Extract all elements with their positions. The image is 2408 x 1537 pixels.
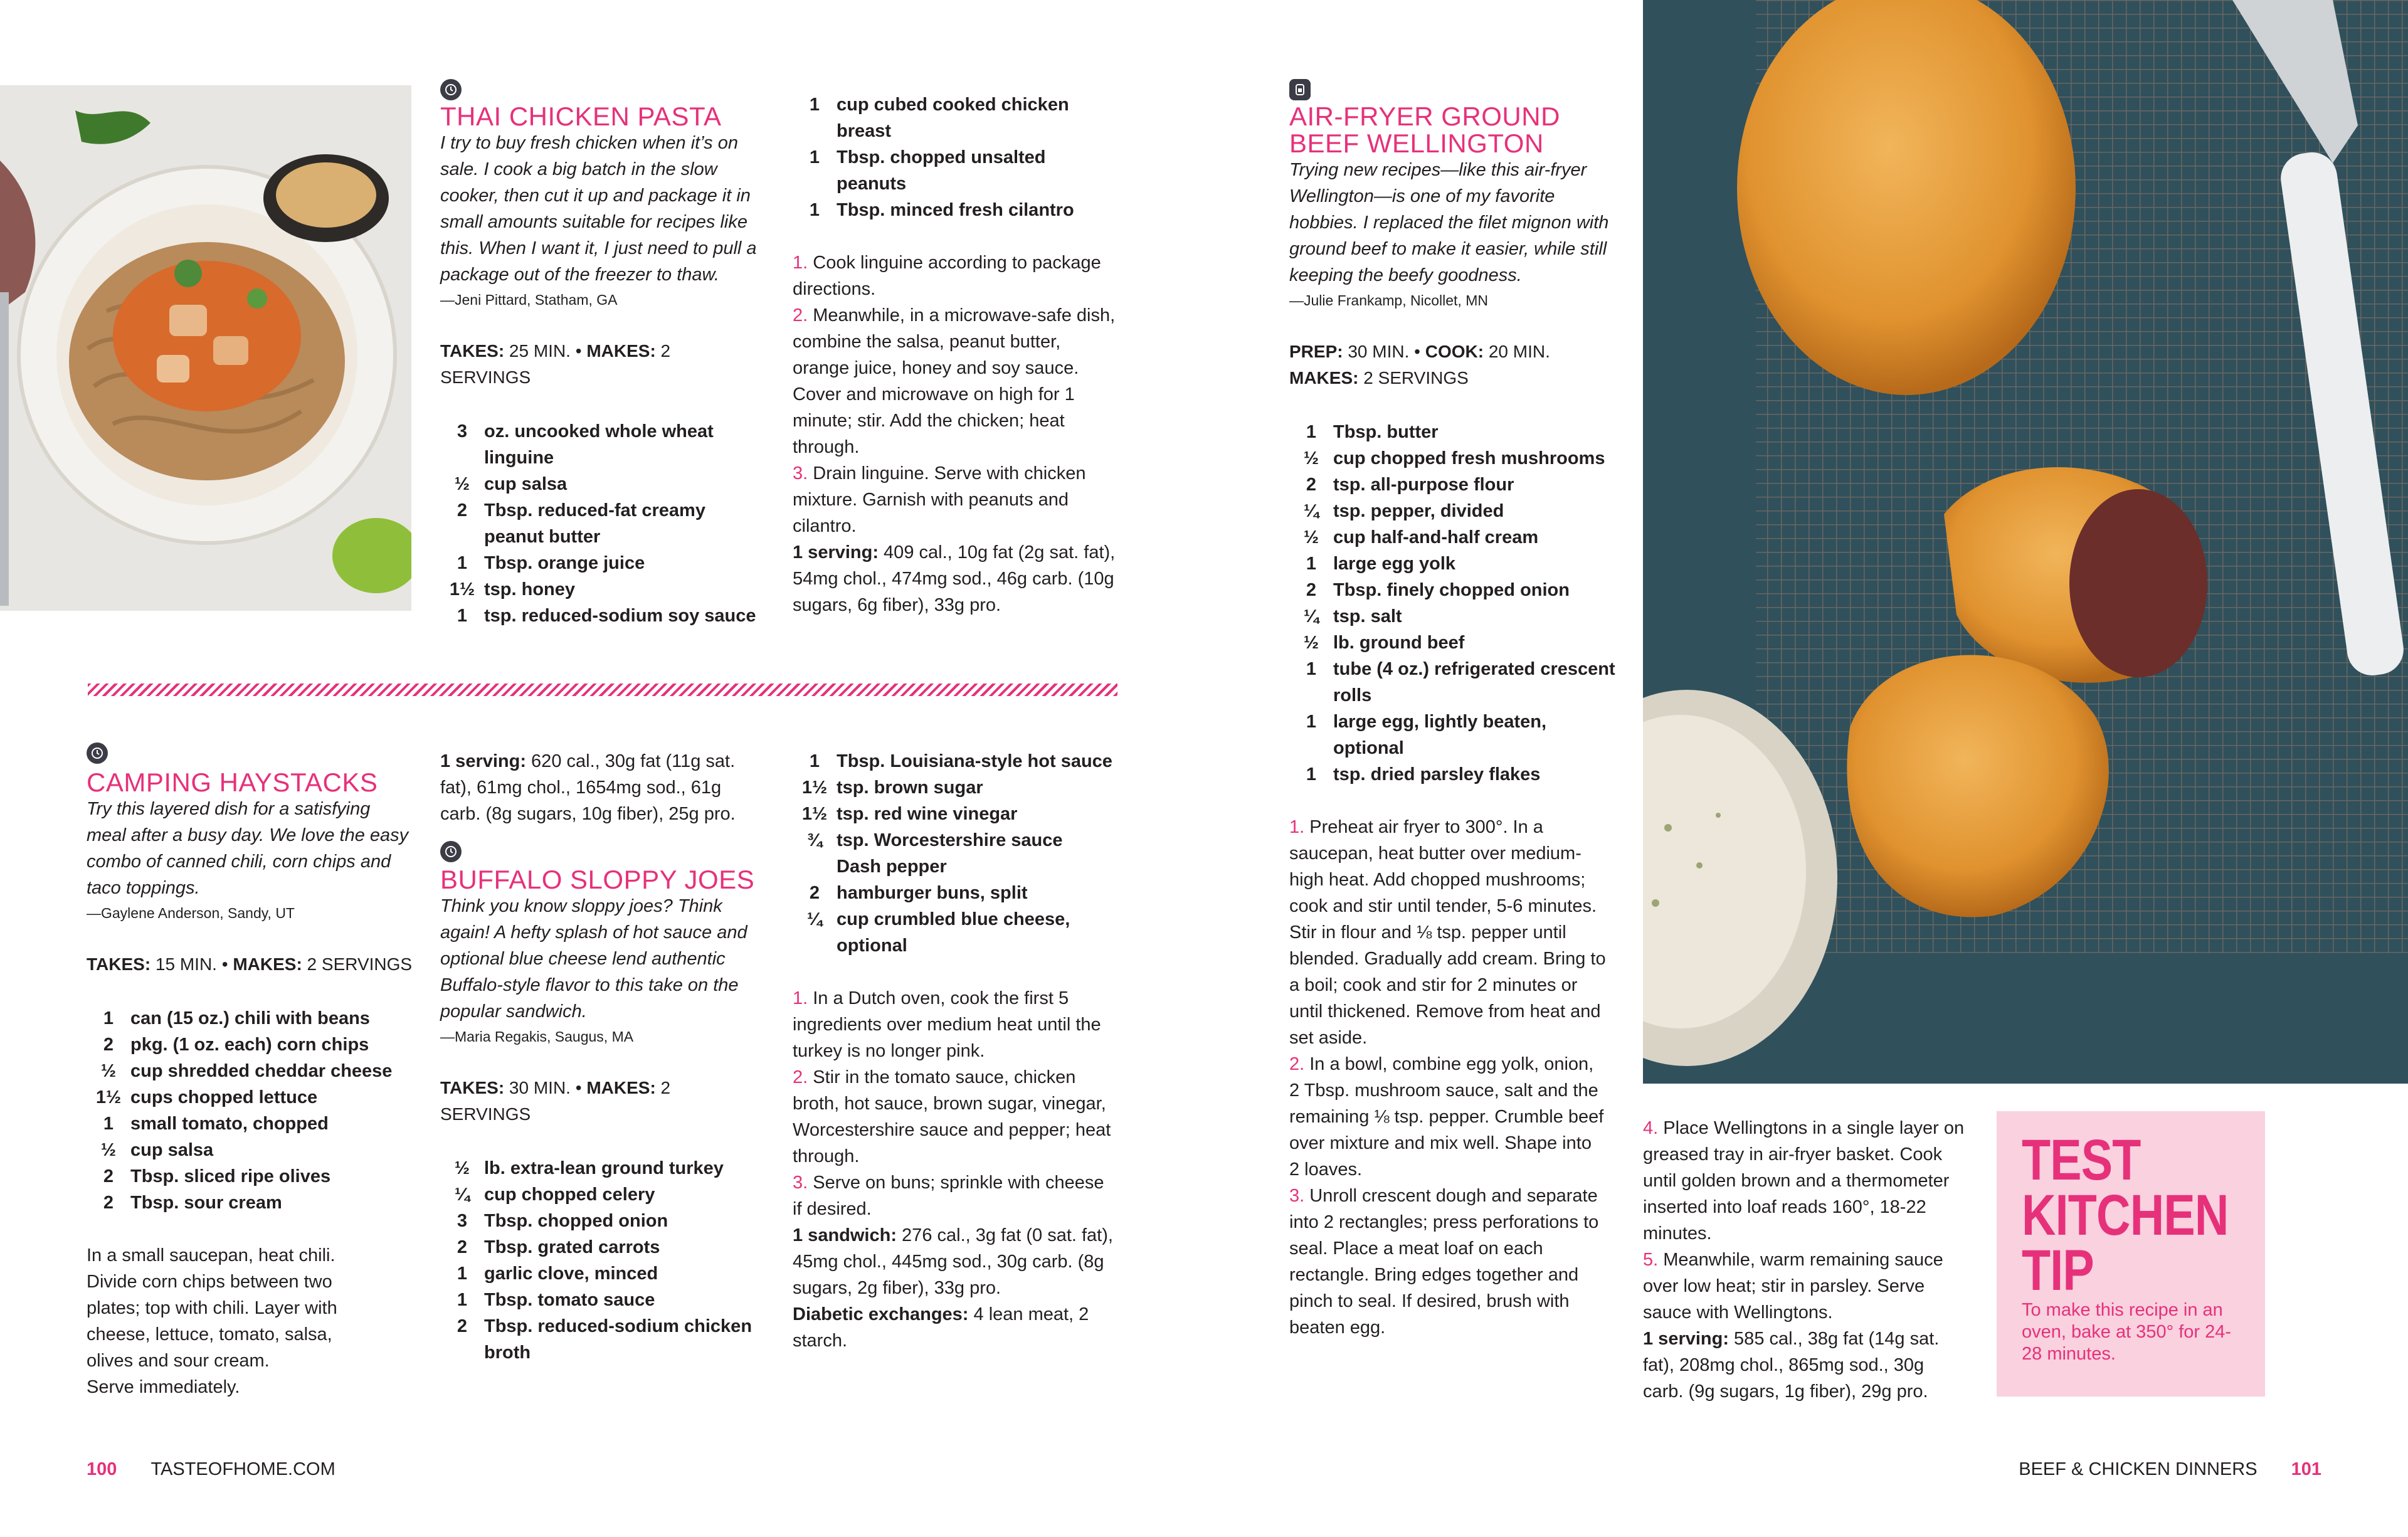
ingredient-item: 1½ cups chopped lettuce — [95, 1087, 318, 1107]
directions — [1643, 1115, 1969, 1405]
ingredient-item: ½ cup salsa — [454, 474, 568, 494]
ingredient-item: 1½ tsp. brown sugar — [801, 778, 983, 798]
recipe-meta: TAKES: 15 MIN. • MAKES: 2 SERVINGS — [87, 954, 413, 974]
tip-text: To make this recipe in an oven, bake at 350° for 24-28 minutes. — [2022, 1300, 2232, 1364]
ingredient-item: ½ lb. extra-lean ground turkey — [454, 1158, 724, 1178]
recipe-intro: Trying new recipes—like this air-fryer Wellington—is one of my favorite hobbies. I replaced the filet mignon with ground beef to make it easier, while still keeping the beefy goodness. — [1289, 160, 1609, 285]
ingredient-item: 1 large egg, lightly beaten, optional — [1306, 712, 1547, 758]
ingredient-item: 1 tsp. dried parsley flakes — [1306, 764, 1541, 784]
ingredient-item: 1 tsp. reduced-sodium soy sauce — [457, 606, 756, 626]
ingredient-item: 2 Tbsp. finely chopped onion — [1306, 580, 1570, 600]
ingredient-list — [793, 92, 1116, 223]
test-kitchen-tip — [1997, 1111, 2265, 1397]
ingredient-item: 2 pkg. (1 oz. each) corn chips — [103, 1035, 369, 1055]
ingredient-item: 2 Tbsp. reduced-sodium chicken broth — [457, 1316, 752, 1363]
direction-step: 3. Drain linguine. Serve with chicken mixture. Garnish with peanuts and cilantro. — [793, 463, 1086, 536]
direction-text: In a small saucepan, heat chili. Divide corn chips between two plates; top with chili. Layer with cheese, lettuce, tomato, salsa, olives and sour cream. — [87, 1245, 337, 1371]
ingredient-item: Dash pepper — [837, 857, 947, 877]
ingredient-item: 1½ tsp. honey — [449, 579, 576, 599]
ingredient-item: 1 can (15 oz.) chili with beans — [103, 1008, 370, 1028]
ingredient-item: 1 small tomato, chopped — [103, 1114, 329, 1134]
ingredient-item: 2 hamburger buns, split — [809, 883, 1028, 903]
ingredient-item: ¼ cup crumbled blue cheese, optional — [806, 909, 1070, 956]
direction-step: 5. Meanwhile, warm remaining sauce over low heat; stir in parsley. Serve sauce with Wellingtons. — [1643, 1250, 1943, 1323]
page-number: 101 — [2291, 1459, 2321, 1479]
direction-step: 1. Cook linguine according to package directions. — [793, 253, 1101, 299]
thai-pasta-illustration — [0, 85, 411, 611]
directions — [793, 985, 1116, 1354]
ingredient-item: ½ cup half-and-half cream — [1303, 527, 1539, 547]
direction-step: 4. Place Wellingtons in a single layer on greased tray in air-fryer basket. Cook until golden brown and a thermometer inserted into loaf reads 160°, 18-22 minutes. — [1643, 1118, 1965, 1244]
wellington-recipe-column-2 — [1643, 1115, 1969, 1405]
recipe-byline: —Julie Frankamp, Nicollet, MN — [1289, 292, 1488, 309]
directions — [793, 250, 1116, 618]
thai-recipe-column-1 — [440, 79, 763, 629]
buffalo-recipe-column-2 — [793, 748, 1116, 1354]
thai-chicken-pasta-photo — [0, 85, 411, 611]
recipe-byline: —Jeni Pittard, Statham, GA — [440, 292, 618, 308]
recipe-title: AIR-FRYER GROUND BEEF WELLINGTON — [1289, 102, 1560, 158]
site-name: TASTEOFHOME.COM — [150, 1459, 335, 1479]
clock-icon — [440, 79, 462, 100]
ingredient-item: 1 cup cubed cooked chicken breast — [809, 95, 1069, 141]
tip-heading: TEST KITCHEN TIP — [2022, 1128, 2229, 1302]
ingredient-item: 2 tsp. all-purpose flour — [1306, 475, 1514, 495]
ingredient-item: ½ lb. ground beef — [1303, 633, 1465, 653]
ingredient-item: ¼ cup chopped celery — [454, 1185, 655, 1205]
ingredient-list — [1289, 419, 1615, 788]
direction-step: 3. Unroll crescent dough and separate into 2 rectangles; press perforations to seal. Place a meat loaf on each rectangle. Bring edges together and pinch to seal. If desired, brush with beaten egg. — [1289, 1186, 1599, 1338]
ingredient-list — [87, 1005, 413, 1216]
ingredient-item: 1 tube (4 oz.) refrigerated crescent rolls — [1306, 659, 1615, 705]
clock-icon — [87, 742, 108, 764]
recipe-title: THAI CHICKEN PASTA — [440, 102, 722, 131]
ingredient-item: ½ cup salsa — [100, 1140, 214, 1160]
direction-step: 3. Serve on buns; sprinkle with cheese if desired. — [793, 1173, 1104, 1219]
haystacks-recipe-column — [87, 742, 413, 1400]
ingredient-item: 1 Tbsp. Louisiana-style hot sauce — [809, 751, 1112, 771]
direction-step: 1. Preheat air fryer to 300°. In a saucepan, heat butter over medium-high heat. Add chopped mushrooms; cook and stir until tender, 5-6 minutes. Stir in flour and ⅛ tsp. pepper until blended. Gradually add cream. Bring to a boil; cook and stir for 2 minutes or until thickened. Remove from heat and set aside. — [1289, 817, 1606, 1048]
recipe-meta: TAKES: 30 MIN. • MAKES: 2 SERVINGS — [440, 1078, 671, 1124]
beef-wellington-photo — [1643, 0, 2408, 1084]
section-divider — [88, 684, 1117, 696]
nutrition-info: 1 sandwich: 276 cal., 3g fat (0 sat. fat), 45mg chol., 445mg sod., 30g carb. (8g sugars, 2g fiber), 33g pro. — [793, 1225, 1113, 1298]
recipe-byline: —Maria Regakis, Saugus, MA — [440, 1028, 634, 1045]
recipe-meta: TAKES: 25 MIN. • MAKES: 2 SERVINGS — [440, 341, 671, 387]
recipe-intro: I try to buy fresh chicken when it’s on sale. I cook a big batch in the slow cooker, then cut it up and package it in small amounts suitable for recipes like this. When I want it, I just need to pull a package out of the freezer to thaw. — [440, 133, 757, 285]
recipe-byline: —Gaylene Anderson, Sandy, UT — [87, 905, 295, 921]
ingredient-item: 2 Tbsp. sliced ripe olives — [103, 1166, 331, 1186]
ingredient-list — [793, 748, 1116, 959]
ingredient-item: 1 Tbsp. minced fresh cilantro — [809, 200, 1074, 220]
directions — [1289, 814, 1606, 1341]
nutrition-info: 1 serving: 409 cal., 10g fat (2g sat. fat), 54mg chol., 474mg sod., 46g carb. (10g sugars, 6g fiber), 33g pro. — [793, 542, 1116, 615]
ingredient-item: 1 Tbsp. orange juice — [457, 553, 645, 573]
ingredient-list — [440, 418, 763, 629]
ingredient-item: 1 large egg yolk — [1306, 554, 1456, 574]
ingredient-item: 1 Tbsp. butter — [1306, 422, 1439, 442]
ingredient-item: 3 oz. uncooked whole wheat linguine — [457, 421, 714, 468]
ingredient-item: 1 Tbsp. chopped unsalted peanuts — [809, 147, 1046, 194]
wellington-recipe-column-1 — [1289, 79, 1615, 1341]
recipe-title: CAMPING HAYSTACKS — [87, 768, 378, 797]
direction-step: 2. Meanwhile, in a microwave-safe dish, combine the salsa, peanut butter, orange juice, honey and soy sauce. Cover and microwave on high for 1 minute; stir. Add the chicken; heat through. — [793, 305, 1116, 457]
ingredient-item: 2 Tbsp. grated carrots — [457, 1237, 660, 1257]
page-number: 100 — [87, 1459, 117, 1479]
ingredient-item: ¾ tsp. Worcestershire sauce — [806, 830, 1063, 850]
direction-text: Serve immediately. — [87, 1377, 240, 1397]
clock-icon — [440, 841, 462, 862]
ingredient-item: 1 Tbsp. tomato sauce — [457, 1290, 655, 1310]
recipe-meta: PREP: 30 MIN. • COOK: 20 MIN. MAKES: 2 SERVINGS — [1289, 342, 1550, 388]
recipe-title: BUFFALO SLOPPY JOES — [440, 865, 755, 894]
recipe-intro: Try this layered dish for a satisfying meal after a busy day. We love the easy combo of canned chili, corn chips and taco toppings. — [87, 799, 409, 898]
thai-recipe-column-2 — [793, 92, 1116, 618]
footer-left — [87, 1459, 335, 1480]
ingredient-list — [440, 1155, 760, 1366]
nutrition-info: 1 serving: 585 cal., 38g fat (14g sat. fat), 208mg chol., 865mg sod., 30g carb. (9g sugars, 1g fiber), 29g pro. — [1643, 1329, 1940, 1402]
air-fryer-icon — [1289, 79, 1311, 100]
footer-right — [2019, 1459, 2321, 1480]
direction-step: 1. In a Dutch oven, cook the first 5 ingredients over medium heat until the turkey is no longer pink. — [793, 988, 1101, 1061]
ingredient-item: 2 Tbsp. sour cream — [103, 1193, 282, 1213]
ingredient-item: ½ cup chopped fresh mushrooms — [1303, 448, 1605, 468]
direction-step: 2. In a bowl, combine egg yolk, onion, 2 Tbsp. mushroom sauce, salt and the remaining ⅛ tsp. pepper. Crumble beef over mixture and mix well. Shape into 2 loaves. — [1289, 1054, 1604, 1180]
ingredient-item: 2 Tbsp. reduced-fat creamy peanut butter — [457, 500, 705, 547]
ingredient-item: ½ cup shredded cheddar cheese — [100, 1061, 393, 1081]
ingredient-item: 1 garlic clove, minced — [457, 1264, 658, 1284]
ingredient-item: ¼ tsp. pepper, divided — [1303, 501, 1504, 521]
buffalo-recipe-column-1 — [440, 748, 760, 1366]
section-name: BEEF & CHICKEN DINNERS — [2019, 1459, 2258, 1479]
ingredient-item: 1½ tsp. red wine vinegar — [801, 804, 1018, 824]
diabetic-exchanges: Diabetic exchanges: 4 lean meat, 2 starch. — [793, 1304, 1089, 1351]
ingredient-item: ¼ tsp. salt — [1303, 606, 1402, 626]
ingredient-item: 3 Tbsp. chopped onion — [457, 1211, 668, 1231]
recipe-intro: Think you know sloppy joes? Think again! A hefty splash of hot sauce and optional blue cheese lend authentic Buffalo-style flavor to this take on the popular sandwich. — [440, 896, 747, 1022]
nutrition-info: 1 serving: 620 cal., 30g fat (11g sat. fat), 61mg chol., 1654mg sod., 61g carb. (8g sugars, 10g fiber), 25g pro. — [440, 751, 736, 824]
wellington-illustration — [1643, 0, 2408, 1084]
direction-step: 2. Stir in the tomato sauce, chicken broth, hot sauce, brown sugar, vinegar, Worcestershire sauce and pepper; heat through. — [793, 1067, 1111, 1166]
directions — [87, 1242, 381, 1400]
